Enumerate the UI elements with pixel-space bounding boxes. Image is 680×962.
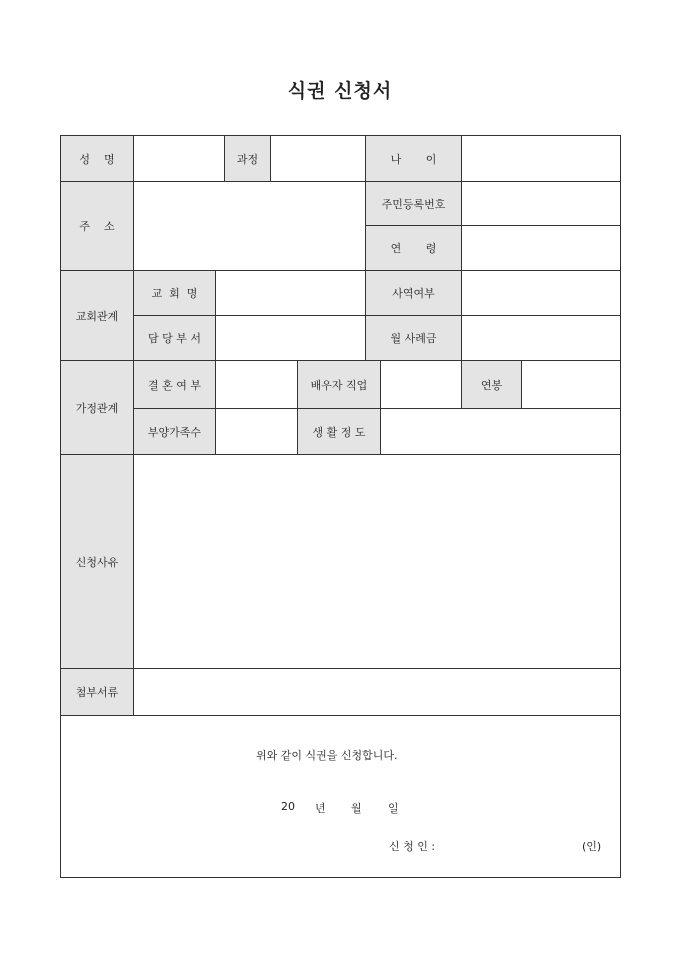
application-form-table <box>60 135 621 878</box>
application-statement: 위와 같이 식권을 신청합니다. <box>256 749 398 762</box>
age-years-field[interactable] <box>462 226 621 271</box>
label-family-relation: 가정관계 <box>61 361 134 455</box>
applicant-label: 신 청 인 : <box>389 840 436 853</box>
church-name-field[interactable] <box>216 271 366 316</box>
label-spouse-job: 배우자 직업 <box>298 361 381 409</box>
seal-mark: (인) <box>582 840 602 853</box>
age-field[interactable] <box>462 136 621 182</box>
reason-field[interactable] <box>134 455 621 669</box>
label-reason: 신청사유 <box>61 455 134 669</box>
label-church-relation: 교회관계 <box>61 271 134 361</box>
label-name: 성 명 <box>61 136 134 182</box>
label-monthly-honorarium: 월 사례금 <box>366 316 462 361</box>
label-ministry-status: 사역여부 <box>366 271 462 316</box>
form-footer <box>61 716 621 878</box>
ministry-status-field[interactable] <box>462 271 621 316</box>
label-department: 담 당 부 서 <box>134 316 216 361</box>
label-living-standard: 생 활 정 도 <box>298 409 381 455</box>
living-standard-field[interactable] <box>381 409 621 455</box>
label-dependents: 부양가족수 <box>134 409 216 455</box>
attachments-field[interactable] <box>134 669 621 716</box>
label-annual-salary: 연봉 <box>462 361 522 409</box>
spouse-job-field[interactable] <box>381 361 462 409</box>
date-month-label: 월 <box>351 802 362 815</box>
label-address: 주 소 <box>61 182 134 271</box>
label-age: 나 이 <box>366 136 462 182</box>
date-prefix: 20 <box>281 800 295 813</box>
label-age-years: 연 령 <box>366 226 462 271</box>
label-marital-status: 결 혼 여 부 <box>134 361 216 409</box>
marital-status-field[interactable] <box>216 361 298 409</box>
form-title: 식권 신청서 <box>287 80 393 102</box>
date-year-label: 년 <box>315 802 326 815</box>
monthly-honorarium-field[interactable] <box>462 316 621 361</box>
resident-number-field[interactable] <box>462 182 621 226</box>
department-field[interactable] <box>216 316 366 361</box>
label-resident-number: 주민등록번호 <box>366 182 462 226</box>
address-field[interactable] <box>134 182 366 271</box>
course-field[interactable] <box>271 136 366 182</box>
label-course: 과정 <box>225 136 271 182</box>
name-field[interactable] <box>134 136 225 182</box>
label-attachments: 첨부서류 <box>61 669 134 716</box>
annual-salary-field[interactable] <box>522 361 621 409</box>
date-day-label: 일 <box>388 802 399 815</box>
label-church-name: 교 회 명 <box>134 271 216 316</box>
dependents-field[interactable] <box>216 409 298 455</box>
